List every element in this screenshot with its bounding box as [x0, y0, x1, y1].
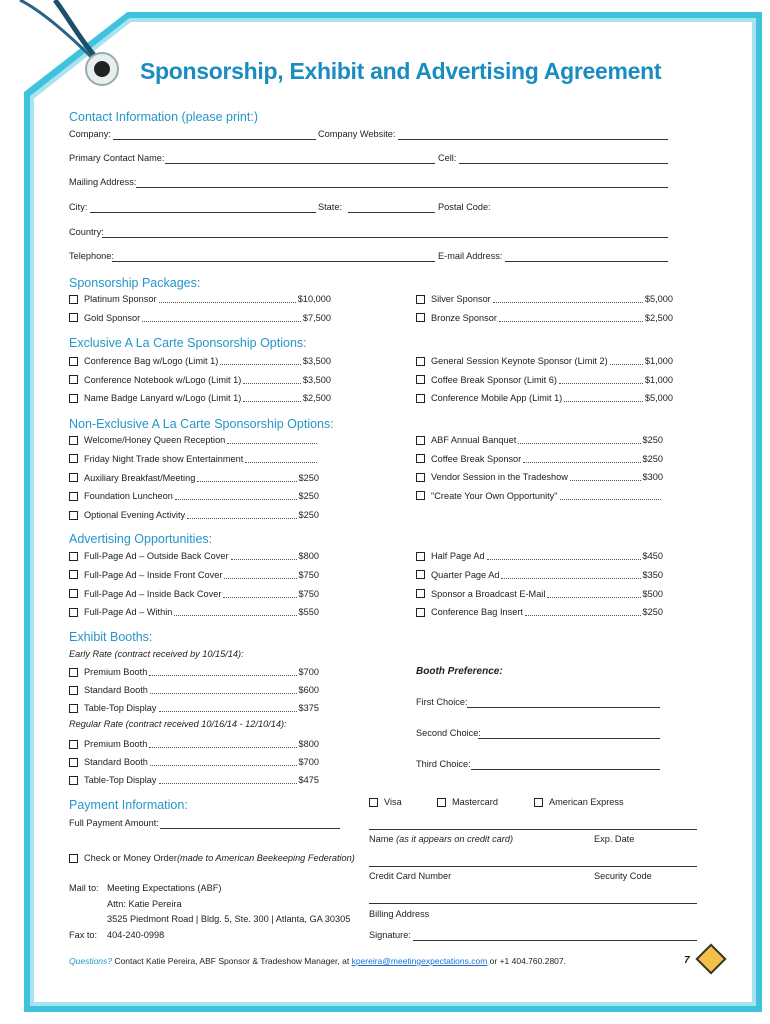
option-item[interactable]: [69, 435, 319, 445]
leader-dots: [175, 492, 297, 500]
option-item[interactable]: [416, 435, 663, 445]
checkbox-icon[interactable]: [416, 394, 425, 403]
option-label: Table-Top Display: [84, 703, 157, 713]
option-item[interactable]: [416, 491, 663, 501]
state-label: State:: [318, 202, 343, 212]
leader-dots: [150, 758, 297, 766]
option-label: Name Badge Lanyard w/Logo (Limit 1): [84, 393, 242, 403]
checkbox-icon[interactable]: [416, 552, 425, 561]
checkbox-icon[interactable]: [69, 357, 78, 366]
sponsorship-heading: Sponsorship Packages:: [69, 276, 201, 290]
leader-dots: [149, 668, 296, 676]
check-option[interactable]: [69, 853, 355, 863]
leader-dots: [142, 314, 301, 322]
option-item[interactable]: [416, 589, 663, 599]
payment-heading: Payment Information:: [69, 798, 188, 812]
footer-email-link[interactable]: kpereira@meetingexpectations.com: [351, 956, 488, 966]
option-price: $750: [298, 588, 319, 599]
company-field[interactable]: [113, 139, 316, 140]
option-label: Conference Notebook w/Logo (Limit 1): [84, 374, 242, 385]
option-label: Conference Mobile App (Limit 1): [431, 393, 563, 403]
leader-dots: [223, 590, 296, 598]
option-item[interactable]: [69, 703, 319, 713]
signature-field[interactable]: [413, 940, 697, 941]
checkbox-icon[interactable]: [69, 313, 78, 322]
third-choice-label: Third Choice:: [416, 759, 471, 769]
option-label: Auxiliary Breakfast/Meeting: [84, 472, 196, 483]
cardholder-name-label: Name (as it appears on credit card): [369, 834, 514, 844]
early-rate-label: Early Rate (contract received by 10/15/14):: [69, 649, 244, 659]
cell-label: Cell:: [438, 153, 457, 163]
leader-dots: [159, 295, 296, 303]
second-choice-label: Second Choice:: [416, 728, 481, 738]
option-item[interactable]: [69, 313, 331, 323]
primary-contact-label: Primary Contact Name:: [69, 153, 165, 163]
option-item[interactable]: [69, 757, 319, 767]
option-label: Full-Page Ad – Inside Front Cover: [84, 569, 223, 580]
amex-label: American Express: [549, 797, 624, 807]
option-label: Premium Booth: [84, 667, 148, 677]
page-number: 7: [684, 955, 690, 966]
option-item[interactable]: [416, 294, 673, 304]
option-price: $250: [642, 607, 663, 618]
option-price: $700: [298, 667, 319, 677]
checkbox-icon[interactable]: [69, 589, 78, 598]
option-label: Coffee Break Sponsor: [431, 453, 522, 464]
amex-option[interactable]: [534, 797, 624, 807]
option-item[interactable]: [69, 294, 331, 304]
footer-phone: or +1 404.760.2807.: [487, 956, 566, 966]
option-label: Platinum Sponsor: [84, 294, 157, 304]
advertising-heading: Advertising Opportunities:: [69, 532, 213, 546]
option-item[interactable]: [69, 510, 319, 520]
option-item[interactable]: [416, 551, 663, 561]
option-price: $450: [642, 551, 663, 561]
option-item[interactable]: [416, 356, 673, 366]
option-price: $2,500: [644, 312, 673, 323]
checkbox-icon[interactable]: [69, 740, 78, 749]
full-payment-field[interactable]: [160, 828, 340, 829]
visa-label: Visa: [384, 797, 402, 807]
option-price: $800: [298, 551, 319, 561]
option-label: "Create Your Own Opportunity": [431, 490, 558, 501]
option-price: $5,000: [644, 294, 673, 304]
option-item[interactable]: [416, 607, 663, 617]
option-item[interactable]: [69, 356, 331, 366]
checkbox-icon[interactable]: [416, 589, 425, 598]
option-label: Optional Evening Activity: [84, 510, 186, 521]
first-choice-label: First Choice:: [416, 697, 468, 707]
mastercard-option[interactable]: [437, 797, 498, 807]
option-item[interactable]: [69, 667, 319, 677]
card-number-label: Credit Card Number: [369, 871, 452, 881]
leader-dots: [159, 704, 297, 712]
state-field[interactable]: [348, 212, 435, 213]
checkbox-icon[interactable]: [416, 491, 425, 500]
checkbox-icon[interactable]: [69, 776, 78, 785]
option-price: $5,000: [644, 393, 673, 403]
mailing-address-label: Mailing Address:: [69, 177, 137, 187]
option-label: Full-Page Ad – Inside Back Cover: [84, 588, 222, 599]
leader-dots: [499, 314, 643, 322]
booths-heading: Exhibit Booths:: [69, 630, 153, 644]
option-label: Standard Booth: [84, 685, 148, 695]
option-price: $10,000: [297, 294, 331, 304]
option-label: Sponsor a Broadcast E-Mail: [431, 588, 546, 599]
option-item[interactable]: [69, 491, 319, 501]
option-item[interactable]: [69, 685, 319, 695]
checkbox-icon[interactable]: [416, 473, 425, 482]
option-price: $2,500: [302, 393, 331, 403]
leader-dots: [231, 552, 297, 560]
option-item[interactable]: [69, 454, 319, 464]
option-price: $475: [298, 775, 319, 785]
fax-label: Fax to:: [69, 930, 98, 940]
checkbox-icon[interactable]: [69, 295, 78, 304]
visa-option[interactable]: [369, 797, 402, 807]
option-price: $250: [642, 435, 663, 445]
card-number-field[interactable]: [369, 866, 697, 867]
contact-heading: Contact Information (please print:): [69, 110, 258, 124]
leader-dots: [559, 376, 643, 384]
option-item[interactable]: [416, 375, 673, 385]
cardholder-name-field[interactable]: [369, 829, 697, 830]
option-price: $3,500: [302, 374, 331, 385]
option-label: Silver Sponsor: [431, 294, 491, 304]
option-label: Gold Sponsor: [84, 312, 141, 323]
option-label: Welcome/Honey Queen Reception: [84, 435, 226, 445]
option-price: $500: [642, 588, 663, 599]
primary-contact-field[interactable]: [165, 163, 435, 164]
postal-label: Postal Code:: [438, 202, 491, 212]
leader-dots: [243, 376, 301, 384]
checkbox-icon[interactable]: [69, 668, 78, 677]
full-payment-label: Full Payment Amount:: [69, 818, 159, 828]
leader-dots: [174, 608, 296, 616]
option-price: $7,500: [302, 312, 331, 323]
option-label: ABF Annual Banquet: [431, 435, 517, 445]
option-item[interactable]: [416, 472, 663, 482]
mailing-address-field[interactable]: [136, 187, 668, 188]
option-item[interactable]: [69, 393, 331, 403]
option-price: $800: [298, 739, 319, 749]
option-label: Half Page Ad: [431, 551, 485, 561]
checkbox-icon[interactable]: [69, 854, 78, 863]
checkbox-icon[interactable]: [416, 357, 425, 366]
option-label: Conference Bag w/Logo (Limit 1): [84, 356, 219, 366]
option-item[interactable]: [69, 473, 319, 483]
mail-line-1: Meeting Expectations (ABF): [107, 883, 222, 893]
country-field[interactable]: [102, 237, 668, 238]
website-field[interactable]: [398, 139, 668, 140]
leader-dots: [610, 357, 643, 365]
cell-field[interactable]: [459, 163, 668, 164]
billing-address-field[interactable]: [369, 903, 697, 904]
country-label: Country:: [69, 227, 104, 237]
website-label: Company Website:: [318, 129, 396, 139]
checkbox-icon[interactable]: [416, 608, 425, 617]
leader-dots: [523, 455, 640, 463]
option-price: $375: [298, 703, 319, 713]
option-item[interactable]: [69, 375, 331, 385]
checkbox-icon[interactable]: [69, 608, 78, 617]
mastercard-label: Mastercard: [452, 797, 498, 807]
leader-dots: [501, 571, 640, 579]
option-price: $250: [298, 510, 319, 521]
option-label: Premium Booth: [84, 739, 148, 749]
option-label: Table-Top Display: [84, 775, 157, 785]
option-item[interactable]: [416, 570, 663, 580]
checkbox-icon[interactable]: [69, 454, 78, 463]
tag-string: [0, 0, 140, 90]
option-label: Quarter Page Ad: [431, 569, 500, 580]
leader-dots: [150, 686, 297, 694]
option-label: Bronze Sponsor: [431, 312, 497, 323]
leader-dots: [525, 608, 641, 616]
regular-rate-label: Regular Rate (contract received 10/16/14 - 12/10/14):: [69, 719, 287, 729]
leader-dots: [564, 394, 643, 402]
leader-dots: [487, 552, 641, 560]
checkbox-icon[interactable]: [69, 436, 78, 445]
leader-dots: [220, 357, 301, 365]
option-item[interactable]: [69, 739, 319, 749]
option-price: $350: [642, 569, 663, 580]
first-choice-field[interactable]: [467, 707, 660, 708]
leader-dots: [560, 492, 661, 500]
option-price: $750: [298, 569, 319, 580]
option-price: $550: [298, 607, 319, 618]
checkbox-icon[interactable]: [69, 492, 78, 501]
exclusive-heading: Exclusive A La Carte Sponsorship Options:: [69, 336, 307, 350]
option-item[interactable]: [416, 454, 663, 464]
option-label: Standard Booth: [84, 757, 148, 767]
leader-dots: [224, 571, 296, 579]
option-label: Full-Page Ad – Outside Back Cover: [84, 551, 229, 561]
option-item[interactable]: [69, 551, 319, 561]
check-note: (made to American Beekeeping Federation): [176, 853, 355, 863]
checkbox-icon[interactable]: [416, 375, 425, 384]
leader-dots: [197, 474, 296, 482]
checkbox-icon[interactable]: [416, 313, 425, 322]
checkbox-icon[interactable]: [416, 454, 425, 463]
option-label: Vendor Session in the Tradeshow: [431, 472, 568, 482]
checkbox-icon[interactable]: [416, 436, 425, 445]
option-item[interactable]: [69, 775, 319, 785]
city-label: City:: [69, 202, 88, 212]
leader-dots: [518, 436, 640, 444]
footer-questions: Questions?: [69, 956, 112, 966]
city-field[interactable]: [90, 212, 316, 213]
option-label: Full-Page Ad – Within: [84, 607, 173, 618]
leader-dots: [243, 394, 301, 402]
third-choice-field[interactable]: [471, 769, 660, 770]
option-price: $3,500: [302, 356, 331, 366]
leader-dots: [149, 740, 296, 748]
leader-dots: [570, 473, 641, 481]
checkbox-icon[interactable]: [534, 798, 543, 807]
option-item[interactable]: [69, 570, 319, 580]
footer-contact: Contact Katie Pereira, ABF Sponsor & Tradeshow Manager, at: [114, 956, 352, 966]
option-price: $250: [298, 491, 319, 502]
option-price: $700: [298, 757, 319, 767]
signature-label: Signature:: [369, 930, 411, 940]
mail-line-3: 3525 Piedmont Road | Bldg. 5, Ste. 300 | Atlanta, GA 30305: [107, 914, 351, 924]
tag-hole-icon: [85, 52, 119, 86]
option-item[interactable]: [69, 589, 319, 599]
option-label: Foundation Luncheon: [84, 491, 173, 502]
checkbox-icon[interactable]: [69, 570, 78, 579]
email-field[interactable]: [505, 261, 668, 262]
option-price: $300: [642, 472, 663, 482]
email-label: E-mail Address:: [438, 251, 503, 261]
option-price: $250: [642, 453, 663, 464]
checkbox-icon[interactable]: [69, 394, 78, 403]
option-price: $250: [298, 472, 319, 483]
checkbox-icon[interactable]: [69, 758, 78, 767]
leader-dots: [493, 295, 643, 303]
option-item[interactable]: [416, 313, 673, 323]
option-label: General Session Keynote Sponsor (Limit 2): [431, 356, 608, 366]
telephone-label: Telephone:: [69, 251, 114, 261]
checkbox-icon[interactable]: [69, 686, 78, 695]
checkbox-icon[interactable]: [437, 798, 446, 807]
leader-dots: [187, 511, 296, 519]
footer-text: [69, 956, 566, 966]
option-price: $1,000: [644, 356, 673, 366]
checkbox-icon[interactable]: [69, 473, 78, 482]
option-item[interactable]: [416, 393, 673, 403]
option-label: Coffee Break Sponsor (Limit 6): [431, 374, 557, 385]
mail-to-label: Mail to:: [69, 883, 99, 893]
second-choice-field[interactable]: [478, 738, 660, 739]
check-label: Check or Money Order: [84, 853, 177, 863]
leader-dots: [245, 455, 317, 463]
leader-dots: [547, 590, 640, 598]
billing-address-label: Billing Address: [369, 909, 430, 919]
checkbox-icon[interactable]: [69, 511, 78, 520]
exp-date-label: Exp. Date: [594, 834, 635, 844]
nonexclusive-heading: Non-Exclusive A La Carte Sponsorship Options:: [69, 417, 334, 431]
company-label: Company:: [69, 129, 111, 139]
option-price: $600: [298, 685, 319, 695]
checkbox-icon[interactable]: [69, 552, 78, 561]
checkbox-icon[interactable]: [416, 295, 425, 304]
leader-dots: [159, 776, 297, 784]
option-price: $1,000: [644, 374, 673, 385]
mail-line-2: Attn: Katie Pereira: [107, 899, 182, 909]
fax-number: 404-240-0998: [107, 930, 165, 940]
checkbox-icon[interactable]: [69, 704, 78, 713]
option-item[interactable]: [69, 607, 319, 617]
checkbox-icon[interactable]: [369, 798, 378, 807]
security-code-label: Security Code: [594, 871, 652, 881]
option-label: Friday Night Trade show Entertainment: [84, 453, 244, 464]
checkbox-icon[interactable]: [69, 375, 78, 384]
page-title: Sponsorship, Exhibit and Advertising Agreement: [140, 58, 662, 84]
booth-preference-label: Booth Preference:: [416, 666, 503, 677]
leader-dots: [227, 436, 317, 444]
telephone-field[interactable]: [112, 261, 435, 262]
option-label: Conference Bag Insert: [431, 607, 523, 618]
checkbox-icon[interactable]: [416, 570, 425, 579]
